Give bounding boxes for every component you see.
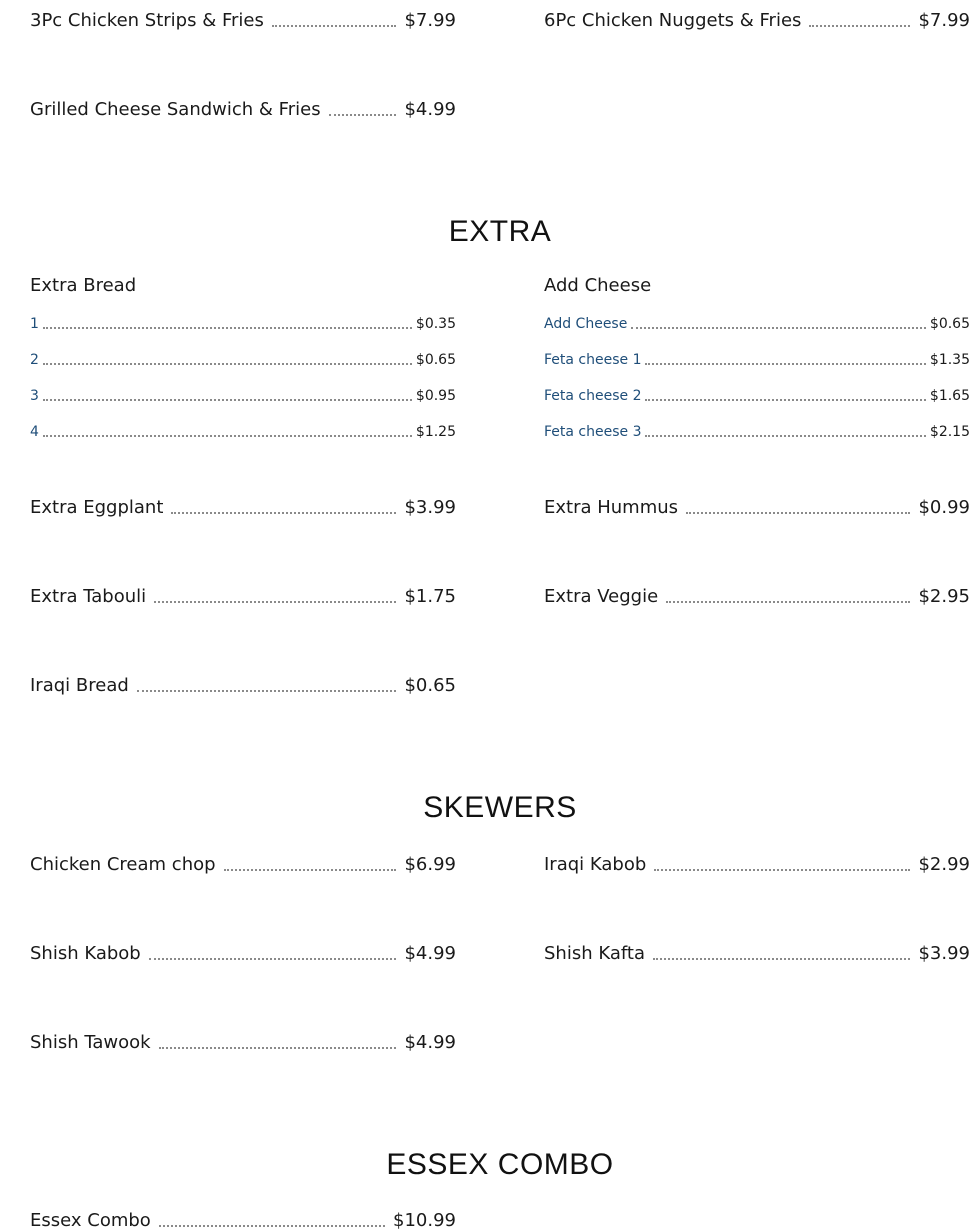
item-price: $0.99 xyxy=(918,497,970,518)
item-name: Extra Hummus xyxy=(544,497,679,518)
item-name: Grilled Cheese Sandwich & Fries xyxy=(30,99,321,120)
item-name: Chicken Cream chop xyxy=(30,854,216,875)
option-item[interactable] xyxy=(30,349,456,369)
menu-item[interactable] xyxy=(544,939,970,965)
dot-leader xyxy=(645,435,925,437)
item-price: $6.99 xyxy=(404,854,456,875)
dot-leader xyxy=(686,512,910,514)
group-title-extra-bread: Extra Bread xyxy=(30,275,137,296)
menu-item[interactable] xyxy=(544,493,970,519)
item-name: Iraqi Bread xyxy=(30,675,129,696)
option-item[interactable] xyxy=(30,385,456,405)
option-item[interactable] xyxy=(544,421,970,441)
dot-leader xyxy=(329,114,397,116)
item-name: Shish Tawook xyxy=(30,1032,151,1053)
dot-leader xyxy=(272,25,397,27)
dot-leader xyxy=(43,435,412,437)
menu-item[interactable] xyxy=(30,671,456,697)
dot-leader xyxy=(43,327,412,329)
item-name: Shish Kabob xyxy=(30,943,141,964)
section-title-skewers: SKEWERS xyxy=(423,791,577,824)
menu-item[interactable] xyxy=(30,850,456,876)
option-item[interactable] xyxy=(544,385,970,405)
option-name: 4 xyxy=(30,424,39,440)
menu-item[interactable] xyxy=(30,1028,456,1054)
item-name: Extra Eggplant xyxy=(30,497,164,518)
item-price: $4.99 xyxy=(404,99,456,120)
item-name: Shish Kafta xyxy=(544,943,645,964)
dot-leader xyxy=(631,327,926,329)
item-price: $4.99 xyxy=(404,943,456,964)
menu-item[interactable] xyxy=(30,6,456,32)
item-name: 6Pc Chicken Nuggets & Fries xyxy=(544,10,802,31)
option-item[interactable] xyxy=(544,349,970,369)
item-name: Extra Tabouli xyxy=(30,586,147,607)
option-name: Feta cheese 1 xyxy=(544,352,642,368)
option-name: Feta cheese 2 xyxy=(544,388,642,404)
dot-leader xyxy=(171,512,396,514)
menu-item[interactable] xyxy=(544,582,970,608)
option-price: $0.35 xyxy=(415,316,456,332)
section-title-essex-combo: ESSEX COMBO xyxy=(386,1148,614,1181)
item-price: $0.65 xyxy=(404,675,456,696)
option-price: $1.25 xyxy=(415,424,456,440)
option-item[interactable] xyxy=(544,313,970,333)
option-name: 2 xyxy=(30,352,39,368)
dot-leader xyxy=(137,690,397,692)
option-name: Add Cheese xyxy=(544,316,628,332)
item-name: 3Pc Chicken Strips & Fries xyxy=(30,10,264,31)
item-name: Extra Veggie xyxy=(544,586,659,607)
option-price: $0.65 xyxy=(415,352,456,368)
menu-item[interactable] xyxy=(30,939,456,965)
dot-leader xyxy=(159,1047,397,1049)
section-title-extra: EXTRA xyxy=(448,215,552,248)
dot-leader xyxy=(654,869,910,871)
dot-leader xyxy=(43,363,412,365)
item-price: $3.99 xyxy=(404,497,456,518)
option-price: $2.15 xyxy=(929,424,970,440)
group-title-add-cheese: Add Cheese xyxy=(544,275,652,296)
dot-leader xyxy=(149,958,397,960)
item-price: $10.99 xyxy=(393,1210,456,1231)
menu-item[interactable] xyxy=(544,850,970,876)
dot-leader xyxy=(645,363,925,365)
item-price: $2.99 xyxy=(918,854,970,875)
dot-leader xyxy=(43,399,412,401)
option-price: $1.65 xyxy=(929,388,970,404)
item-price: $3.99 xyxy=(918,943,970,964)
menu-item[interactable] xyxy=(544,6,970,32)
dot-leader xyxy=(645,399,925,401)
menu-item[interactable] xyxy=(30,493,456,519)
dot-leader xyxy=(666,601,910,603)
option-price: $0.65 xyxy=(929,316,970,332)
item-price: $7.99 xyxy=(918,10,970,31)
item-price: $2.95 xyxy=(918,586,970,607)
dot-leader xyxy=(159,1225,385,1227)
option-name: 3 xyxy=(30,388,39,404)
item-price: $4.99 xyxy=(404,1032,456,1053)
dot-leader xyxy=(224,869,397,871)
item-name: Essex Combo xyxy=(30,1210,151,1231)
option-name: Feta cheese 3 xyxy=(544,424,642,440)
dot-leader xyxy=(809,25,910,27)
option-item[interactable] xyxy=(30,313,456,333)
option-price: $0.95 xyxy=(415,388,456,404)
dot-leader xyxy=(154,601,396,603)
menu-item[interactable] xyxy=(30,95,456,121)
option-price: $1.35 xyxy=(929,352,970,368)
menu-item[interactable] xyxy=(30,1206,456,1232)
option-item[interactable] xyxy=(30,421,456,441)
item-price: $1.75 xyxy=(404,586,456,607)
menu-item[interactable] xyxy=(30,582,456,608)
dot-leader xyxy=(653,958,911,960)
item-name: Iraqi Kabob xyxy=(544,854,647,875)
item-price: $7.99 xyxy=(404,10,456,31)
option-name: 1 xyxy=(30,316,39,332)
